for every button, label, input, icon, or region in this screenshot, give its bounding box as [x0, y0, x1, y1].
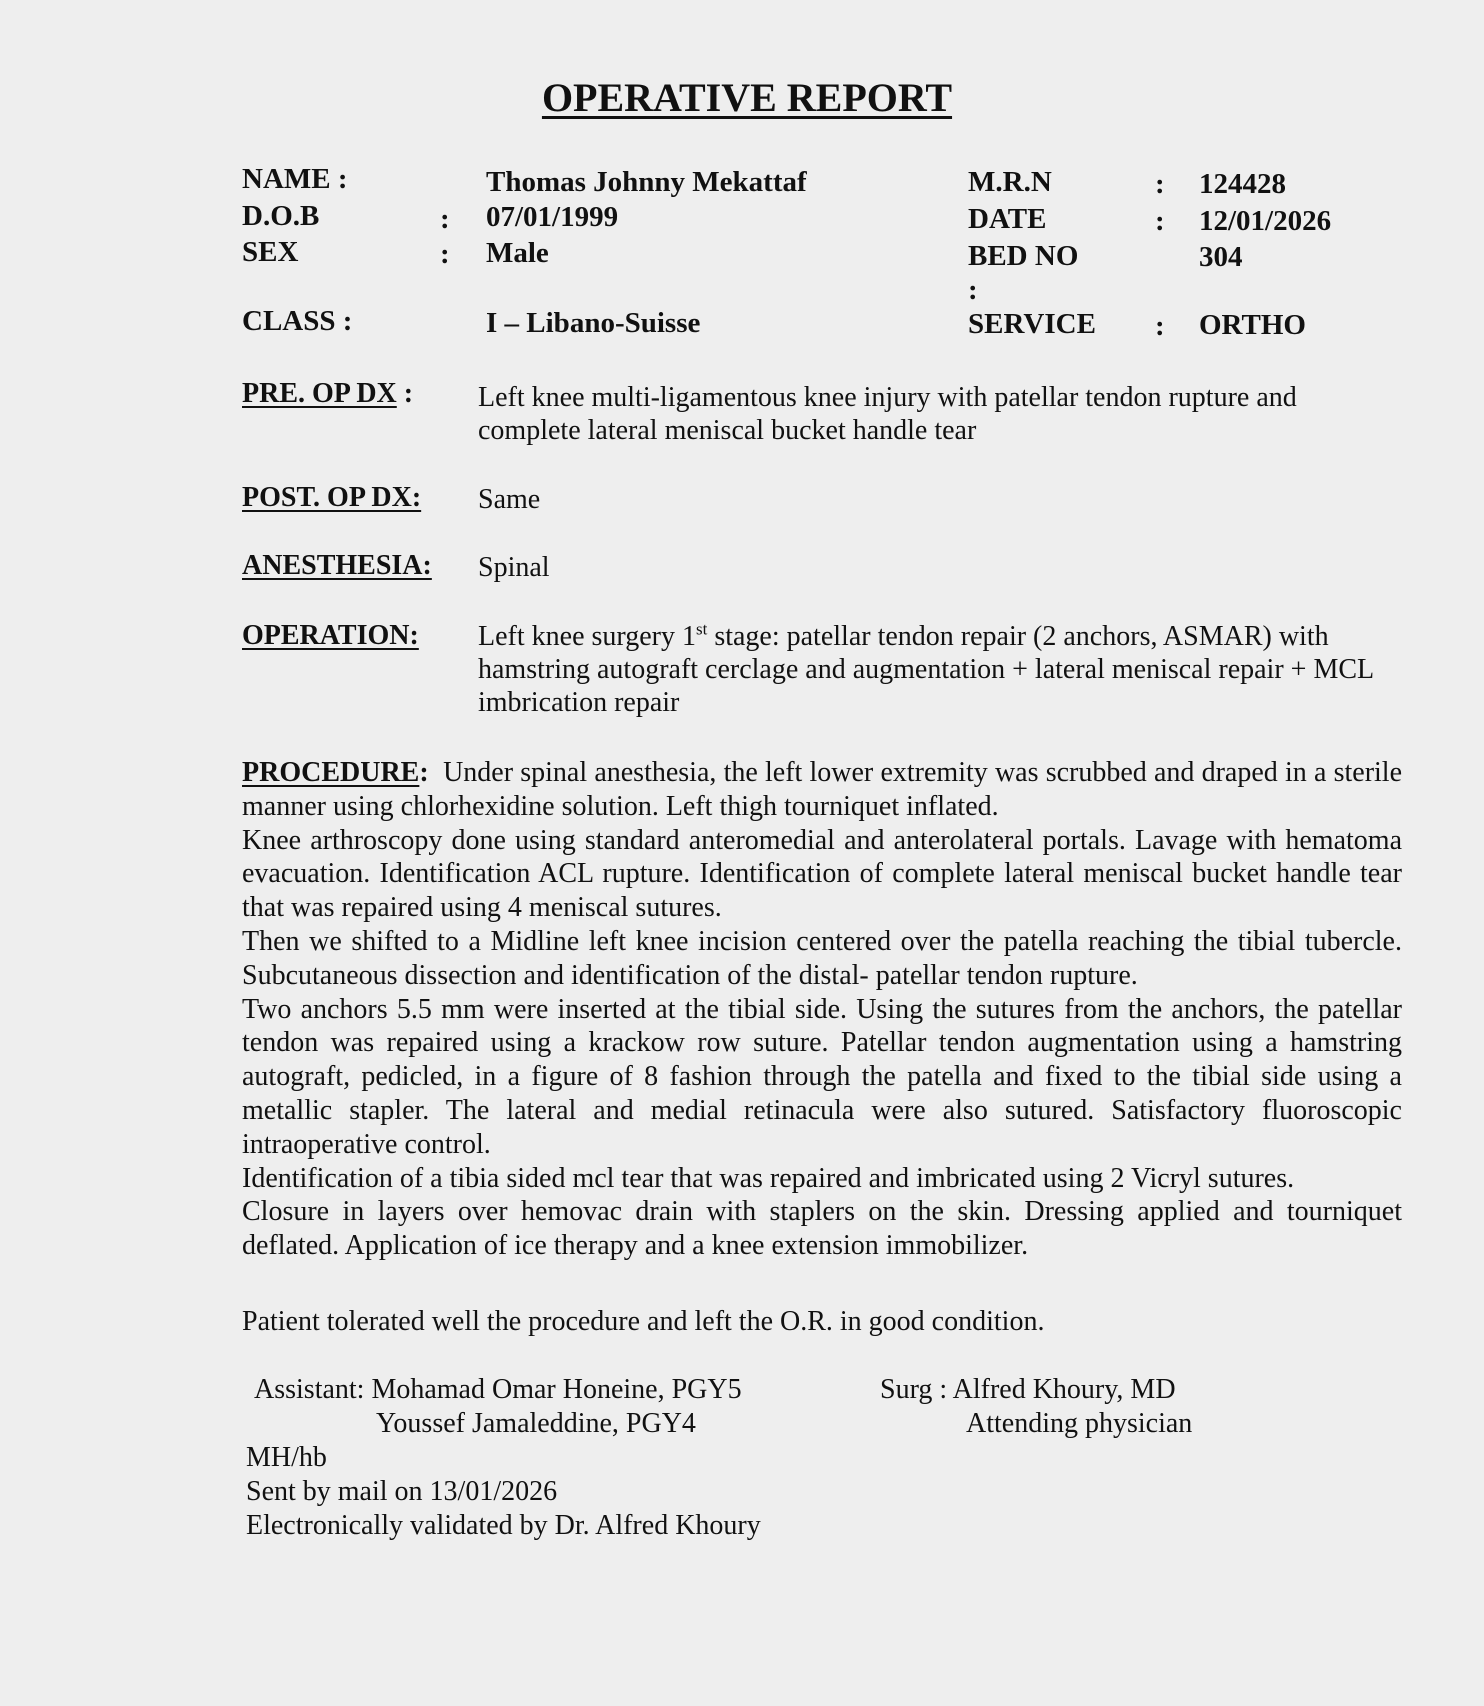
procedure-text-1: Under spinal anesthesia, the left lower extremity was scrubbed and draped in a sterile manner using chlorhexidine solution. Left thigh tourniquet inflated. — [242, 757, 1402, 822]
operation-text-a: Left knee surgery 1 — [478, 621, 696, 652]
anesthesia-label-text: ANESTHESIA: — [242, 550, 432, 581]
operation-label-text: OPERATION: — [242, 620, 419, 651]
operation-text — [478, 620, 1378, 719]
sex-value: Male — [486, 237, 549, 269]
sent-by-mail: Sent by mail on 13/01/2026 — [246, 1476, 558, 1507]
date-label: DATE — [968, 203, 1047, 235]
dob-label: D.O.B — [242, 200, 320, 232]
surgeon-line-2: Attending physician — [966, 1408, 1193, 1439]
report-title: OPERATIVE REPORT — [541, 75, 953, 120]
anesthesia-label — [242, 550, 432, 582]
bed-value: 304 — [1199, 241, 1243, 273]
dob-colon: : — [440, 203, 450, 235]
procedure-paragraph-4: Two anchors 5.5 mm were inserted at the tibial side. Using the sutures from the anchors, the patellar tendon was repaired using a krackow row suture. Patellar tendon augmentation using a hamstring autograft, pedicled, in a figure of 8 fashion through the patella and fixed to the tibial side using a metallic stapler. The lateral and medial retinacula were also sutured. Satisfactory fluoroscopic intraoperative control. — [242, 993, 1402, 1160]
initials: MH/hb — [246, 1442, 327, 1473]
mrn-colon: : — [1155, 168, 1165, 200]
procedure-colon: : — [419, 757, 429, 788]
mrn-value: 124428 — [1199, 168, 1286, 200]
surgeon-line-1: Surg : Alfred Khoury, MD — [880, 1374, 1176, 1405]
operation-superscript: st — [695, 619, 708, 639]
conclusion-text: Patient tolerated well the procedure and left the O.R. in good condition. — [242, 1306, 1045, 1337]
bed-colon: : — [968, 274, 978, 306]
procedure-block — [242, 756, 1402, 1263]
electronic-validation: Electronically validated by Dr. Alfred Khoury — [246, 1510, 761, 1541]
name-value: Thomas Johnny Mekattaf — [486, 166, 807, 198]
mrn-label: M.R.N — [968, 166, 1052, 198]
procedure-paragraph-1 — [242, 756, 1402, 824]
bed-label: BED NO — [968, 240, 1079, 272]
service-colon: : — [1155, 310, 1165, 342]
procedure-paragraph-6: Closure in layers over hemovac drain with staplers on the skin. Dressing applied and tourniquet deflated. Application of ice therapy and a knee extension immobilizer. — [242, 1196, 1402, 1262]
preop-label-colon: : — [396, 378, 414, 409]
procedure-paragraph-2: Knee arthroscopy done using standard anteromedial and anterolateral portals. Lavage with hematoma evacuation. Identification ACL rupture. Identification of complete lateral meniscal bucket handle tear that was repaired using 4 meniscal sutures. — [242, 824, 1402, 924]
postop-text: Same — [478, 484, 541, 515]
service-value: ORTHO — [1199, 309, 1306, 341]
assistant-line-2: Youssef Jamaleddine, PGY4 — [376, 1408, 696, 1439]
class-value: I – Libano-Suisse — [486, 307, 701, 339]
postop-label — [242, 482, 421, 514]
date-colon: : — [1155, 205, 1165, 237]
preop-label-text: PRE. OP DX — [242, 378, 397, 409]
operation-label — [242, 620, 419, 652]
assistant-line-1: Assistant: Mohamad Omar Honeine, PGY5 — [254, 1374, 742, 1405]
name-label: NAME : — [242, 163, 348, 195]
date-value: 12/01/2026 — [1199, 205, 1332, 237]
procedure-paragraph-5: Identification of a tibia sided mcl tear that was repaired and imbricated using 2 Vicryl sutures. — [242, 1162, 1295, 1194]
preop-text: Left knee multi-ligamentous knee injury with patellar tendon rupture and complete lateral meniscal bucket handle tear — [478, 382, 1297, 446]
operation-text-b: stage: patellar tendon repair (2 anchors, ASMAR) with hamstring autograft cerclage and augmentation + lateral meniscal repair + MCL imbrication repair — [478, 621, 1374, 718]
procedure-label: PROCEDURE — [242, 757, 420, 788]
service-label: SERVICE — [968, 308, 1096, 340]
procedure-paragraph-3: Then we shifted to a Midline left knee incision centered over the patella reaching the tibial tubercle. Subcutaneous dissection and identification of the distal- patellar tendon rupture. — [242, 925, 1402, 991]
sex-label: SEX — [242, 236, 299, 268]
postop-label-text: POST. OP DX: — [242, 482, 422, 513]
anesthesia-text: Spinal — [478, 552, 550, 583]
class-label: CLASS : — [242, 305, 353, 337]
sex-colon: : — [440, 238, 450, 270]
dob-value: 07/01/1999 — [486, 201, 619, 233]
preop-label — [242, 378, 413, 410]
